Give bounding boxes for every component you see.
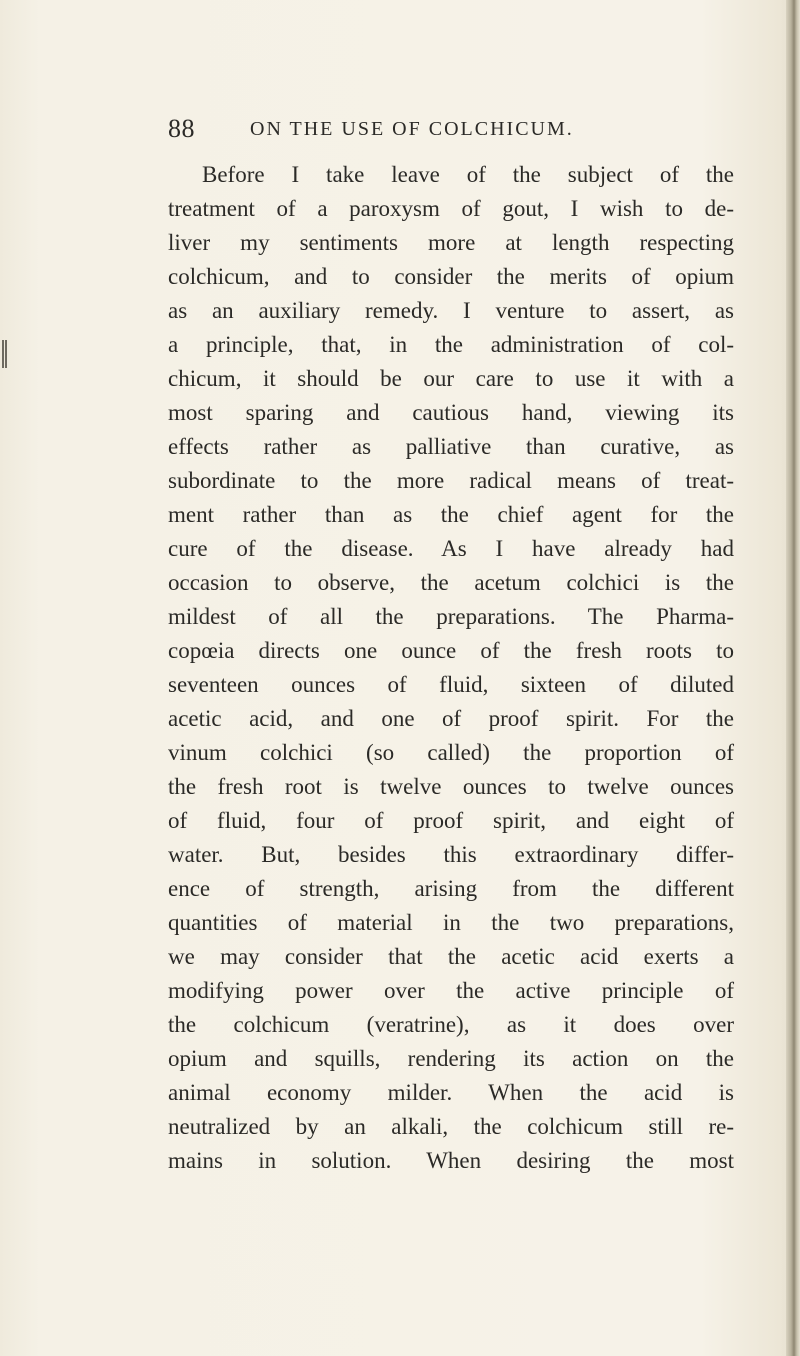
text-line: animal economy milder. When the acid is — [168, 1080, 734, 1105]
text-line: most sparing and cautious hand, viewing its — [168, 400, 734, 425]
text-line: Before I take leave of the subject of the — [202, 162, 734, 187]
text-line: we may consider that the acetic acid exerts a — [168, 944, 734, 969]
page-edge-shadow — [786, 0, 800, 1356]
text-line: a principle, that, in the administration of col- — [168, 332, 734, 357]
text-line: liver my sentiments more at length respecting — [168, 230, 734, 255]
text-line: cure of the disease. As I have already had — [168, 536, 734, 561]
text-line: ence of strength, arising from the different — [168, 876, 734, 901]
text-line: acetic acid, and one of proof spirit. For the — [168, 706, 734, 731]
margin-mark — [2, 340, 4, 368]
text-line: opium and squills, rendering its action on the — [168, 1046, 734, 1071]
text-line: the fresh root is twelve ounces to twelve ounces — [168, 774, 734, 799]
text-line: seventeen ounces of fluid, sixteen of diluted — [168, 672, 734, 697]
body-text — [168, 158, 734, 1178]
page-number: 88 — [168, 114, 195, 143]
text-line: quantities of material in the two preparations, — [168, 910, 734, 935]
text-line: mains in solution. When desiring the most — [168, 1148, 734, 1173]
text-line: treatment of a paroxysm of gout, I wish to de- — [168, 196, 734, 221]
page-header — [0, 110, 800, 150]
text-line: chicum, it should be our care to use it with a — [168, 366, 734, 391]
text-line: subordinate to the more radical means of treat- — [168, 468, 734, 493]
text-line: as an auxiliary remedy. I venture to assert, as — [168, 298, 734, 323]
text-line: mildest of all the preparations. The Pharma- — [168, 604, 734, 629]
text-line: copœia directs one ounce of the fresh roots to — [168, 638, 734, 663]
text-line: the colchicum (veratrine), as it does over — [168, 1012, 734, 1037]
text-line: ment rather than as the chief agent for the — [168, 502, 734, 527]
margin-marks — [2, 340, 8, 400]
text-line: effects rather as palliative than curative, as — [168, 434, 734, 459]
text-line: colchicum, and to consider the merits of opium — [168, 264, 734, 289]
text-line: water. But, besides this extraordinary differ- — [168, 842, 734, 867]
text-line: vinum colchici (so called) the proportion of — [168, 740, 734, 765]
text-line: of fluid, four of proof spirit, and eight of — [168, 808, 734, 833]
text-line: occasion to observe, the acetum colchici is the — [168, 570, 734, 595]
text-line: neutralized by an alkali, the colchicum still re- — [168, 1114, 734, 1139]
running-head: ON THE USE OF COLCHICUM. — [250, 118, 574, 140]
text-line: modifying power over the active principle of — [168, 978, 734, 1003]
margin-mark — [5, 340, 7, 368]
